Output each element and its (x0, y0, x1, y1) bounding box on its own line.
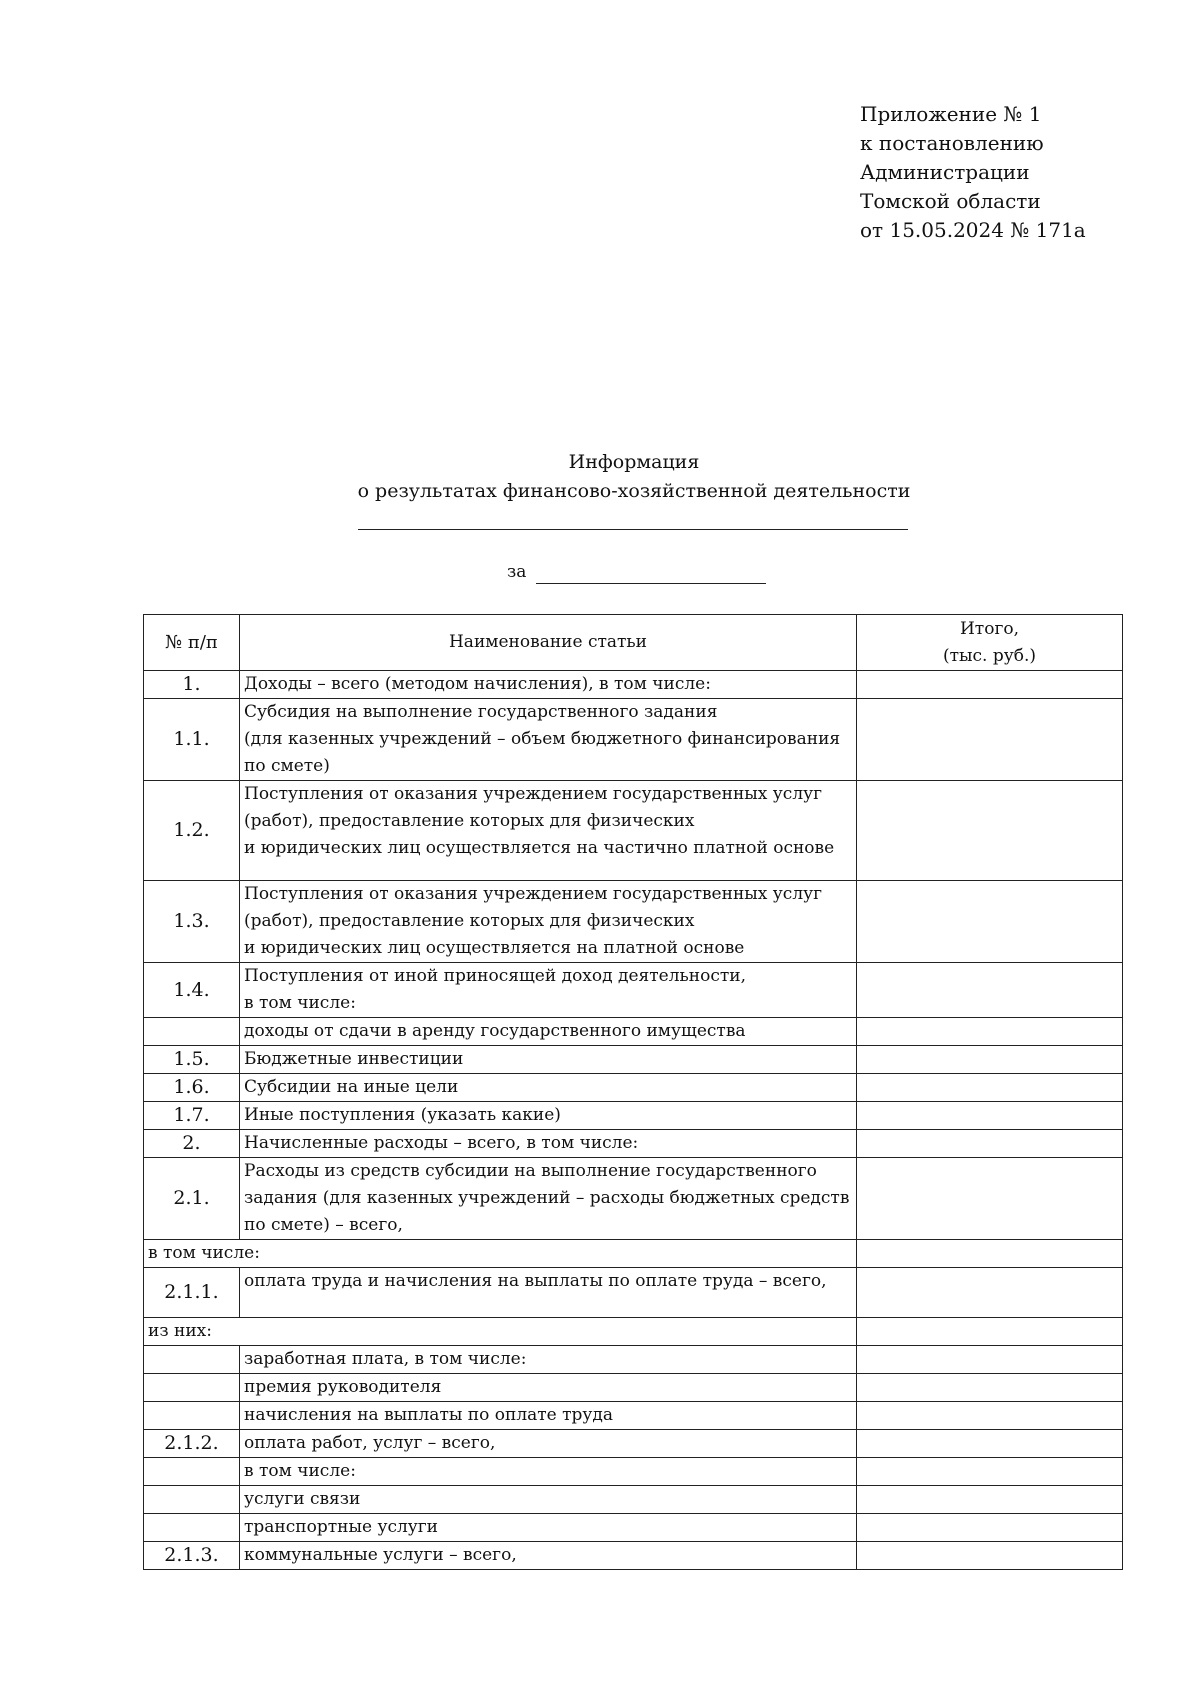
annex-line: Томской области (860, 189, 1041, 213)
row-item-name (240, 699, 857, 781)
row-total-value[interactable] (857, 1542, 1123, 1570)
table-row (144, 963, 1123, 1018)
document-title: Информация (568, 451, 700, 473)
table-row (144, 671, 1123, 699)
row-number: 1.5. (144, 1046, 240, 1074)
row-item-line: Поступления от иной приносящей доход деятельности, (244, 966, 746, 986)
row-item-name (240, 1458, 857, 1486)
row-item-line: (для казенных учреждений – объем бюджетного финансирования (244, 729, 841, 749)
row-total-value[interactable] (857, 1486, 1123, 1514)
row-item-name (240, 1542, 857, 1570)
table-row (144, 1130, 1123, 1158)
header-total (857, 615, 1123, 671)
financial-report-table (143, 614, 1123, 1570)
row-number: 1.1. (144, 699, 240, 781)
row-total-value[interactable] (857, 781, 1123, 881)
row-total-value[interactable] (857, 1130, 1123, 1158)
row-item-line: и юридических лиц осуществляется на частично платной основе (244, 838, 835, 858)
row-item-line: премия руководителя (244, 1377, 442, 1397)
row-item-line: доходы от сдачи в аренду государственного имущества (244, 1021, 746, 1041)
row-number: 1.7. (144, 1102, 240, 1130)
row-item-name (240, 1046, 857, 1074)
row-item-name (240, 1514, 857, 1542)
document-subtitle: о результатах финансово-хозяйственной деятельности (357, 480, 911, 502)
table-row (144, 1074, 1123, 1102)
organization-name-blank-line (358, 529, 908, 530)
row-item-line: Расходы из средств субсидии на выполнение государственного (244, 1161, 817, 1181)
table-row (144, 781, 1123, 881)
period-blank-line (536, 562, 766, 584)
table-row (144, 1318, 1123, 1346)
table-row (144, 1430, 1123, 1458)
row-item-name (240, 671, 857, 699)
row-item-line: начисления на выплаты по оплате труда (244, 1405, 614, 1425)
row-item-line: в том числе: (244, 1461, 356, 1481)
row-number: 1.6. (144, 1074, 240, 1102)
row-item-line: Поступления от оказания учреждением государственных услуг (244, 884, 823, 904)
row-item-name (240, 1102, 857, 1130)
row-total-value[interactable] (857, 1430, 1123, 1458)
row-item-line: Субсидии на иные цели (244, 1077, 459, 1097)
row-item-name (240, 1158, 857, 1240)
row-total-value[interactable] (857, 1018, 1123, 1046)
row-item-name (240, 1268, 857, 1318)
table-row (144, 1268, 1123, 1318)
table-row (144, 881, 1123, 963)
table-row (144, 1018, 1123, 1046)
row-total-value[interactable] (857, 1402, 1123, 1430)
row-item-name (240, 1486, 857, 1514)
row-number: 1.4. (144, 963, 240, 1018)
annex-line: Администрации (860, 160, 1030, 184)
row-item-line: Бюджетные инвестиции (244, 1049, 464, 1069)
row-total-value[interactable] (857, 1102, 1123, 1130)
row-item-line: Доходы – всего (методом начисления), в том числе: (244, 674, 711, 694)
row-item-name (240, 781, 857, 881)
table-row (144, 1374, 1123, 1402)
row-item-line: коммунальные услуги – всего, (244, 1545, 517, 1565)
row-number: 1.2. (144, 781, 240, 881)
row-item-name (240, 1374, 857, 1402)
row-total-value[interactable] (857, 699, 1123, 781)
table-row (144, 1346, 1123, 1374)
row-item-line: задания (для казенных учреждений – расходы бюджетных средств (244, 1188, 850, 1208)
row-item-line: оплата работ, услуг – всего, (244, 1433, 496, 1453)
row-number: 1.3. (144, 881, 240, 963)
row-total-value[interactable] (857, 963, 1123, 1018)
annex-line: к постановлению (860, 131, 1044, 155)
row-item-line: оплата труда и начисления на выплаты по оплате труда – всего, (244, 1271, 827, 1291)
table-row (144, 1542, 1123, 1570)
row-item-line: транспортные услуги (244, 1517, 439, 1537)
row-total-value[interactable] (857, 1158, 1123, 1240)
row-total-value[interactable] (857, 1240, 1123, 1268)
row-total-value[interactable] (857, 1374, 1123, 1402)
row-number: 2.1. (144, 1158, 240, 1240)
row-item-line: и юридических лиц осуществляется на платной основе (244, 938, 745, 958)
row-item-line: Иные поступления (указать какие) (244, 1105, 561, 1125)
row-number (144, 1374, 240, 1402)
row-number: 2.1.1. (144, 1268, 240, 1318)
row-number: 2.1.3. (144, 1542, 240, 1570)
row-number (144, 1402, 240, 1430)
table-row (144, 1158, 1123, 1240)
row-item-name (240, 963, 857, 1018)
row-item-name (240, 1074, 857, 1102)
row-item-name (240, 1402, 857, 1430)
table-row (144, 1458, 1123, 1486)
row-number: 1. (144, 671, 240, 699)
table-row (144, 1046, 1123, 1074)
row-item-name (240, 1346, 857, 1374)
table-body (144, 671, 1123, 1570)
row-item-line: заработная плата, в том числе: (244, 1349, 527, 1369)
table-row (144, 1402, 1123, 1430)
row-item-name (240, 1018, 857, 1046)
header-total-line2: (тыс. руб.) (942, 645, 1037, 666)
row-total-value[interactable] (857, 881, 1123, 963)
row-total-value[interactable] (857, 1268, 1123, 1318)
row-item-line: по смете) (244, 756, 330, 776)
table-row (144, 1240, 1123, 1268)
annex-block (860, 100, 1086, 245)
row-number (144, 1018, 240, 1046)
row-number (144, 1486, 240, 1514)
row-total-value[interactable] (857, 1514, 1123, 1542)
annex-line: Приложение № 1 (860, 102, 1042, 126)
row-item-line: Субсидия на выполнение государственного задания (244, 702, 718, 722)
row-total-value[interactable] (857, 1074, 1123, 1102)
row-item-name (240, 1430, 857, 1458)
period-label: за (507, 562, 527, 582)
row-item-name (240, 881, 857, 963)
row-group-label: в том числе: (144, 1240, 857, 1268)
table-row (144, 1514, 1123, 1542)
table-header-row (144, 615, 1123, 671)
table-row (144, 1102, 1123, 1130)
row-item-line: в том числе: (244, 993, 356, 1013)
row-group-label: из них: (144, 1318, 857, 1346)
period-field (507, 560, 766, 584)
header-num: № п/п (144, 615, 240, 671)
row-total-value[interactable] (857, 671, 1123, 699)
row-number (144, 1458, 240, 1486)
table-row (144, 1486, 1123, 1514)
row-total-value[interactable] (857, 1346, 1123, 1374)
row-item-line: Поступления от оказания учреждением государственных услуг (244, 784, 823, 804)
row-total-value[interactable] (857, 1046, 1123, 1074)
row-item-name (240, 1130, 857, 1158)
row-number (144, 1514, 240, 1542)
row-number (144, 1346, 240, 1374)
header-total-line1: Итого, (959, 618, 1019, 639)
row-total-value[interactable] (857, 1458, 1123, 1486)
row-item-line: услуги связи (244, 1489, 361, 1509)
row-total-value[interactable] (857, 1318, 1123, 1346)
row-number: 2. (144, 1130, 240, 1158)
row-item-line: Начисленные расходы – всего, в том числе: (244, 1133, 639, 1153)
row-number: 2.1.2. (144, 1430, 240, 1458)
row-item-line: по смете) – всего, (244, 1215, 403, 1235)
annex-line: от 15.05.2024 № 171а (860, 218, 1086, 242)
table-row (144, 699, 1123, 781)
header-name: Наименование статьи (240, 615, 857, 671)
row-item-line: (работ), предоставление которых для физических (244, 811, 695, 831)
row-item-line: (работ), предоставление которых для физических (244, 911, 695, 931)
